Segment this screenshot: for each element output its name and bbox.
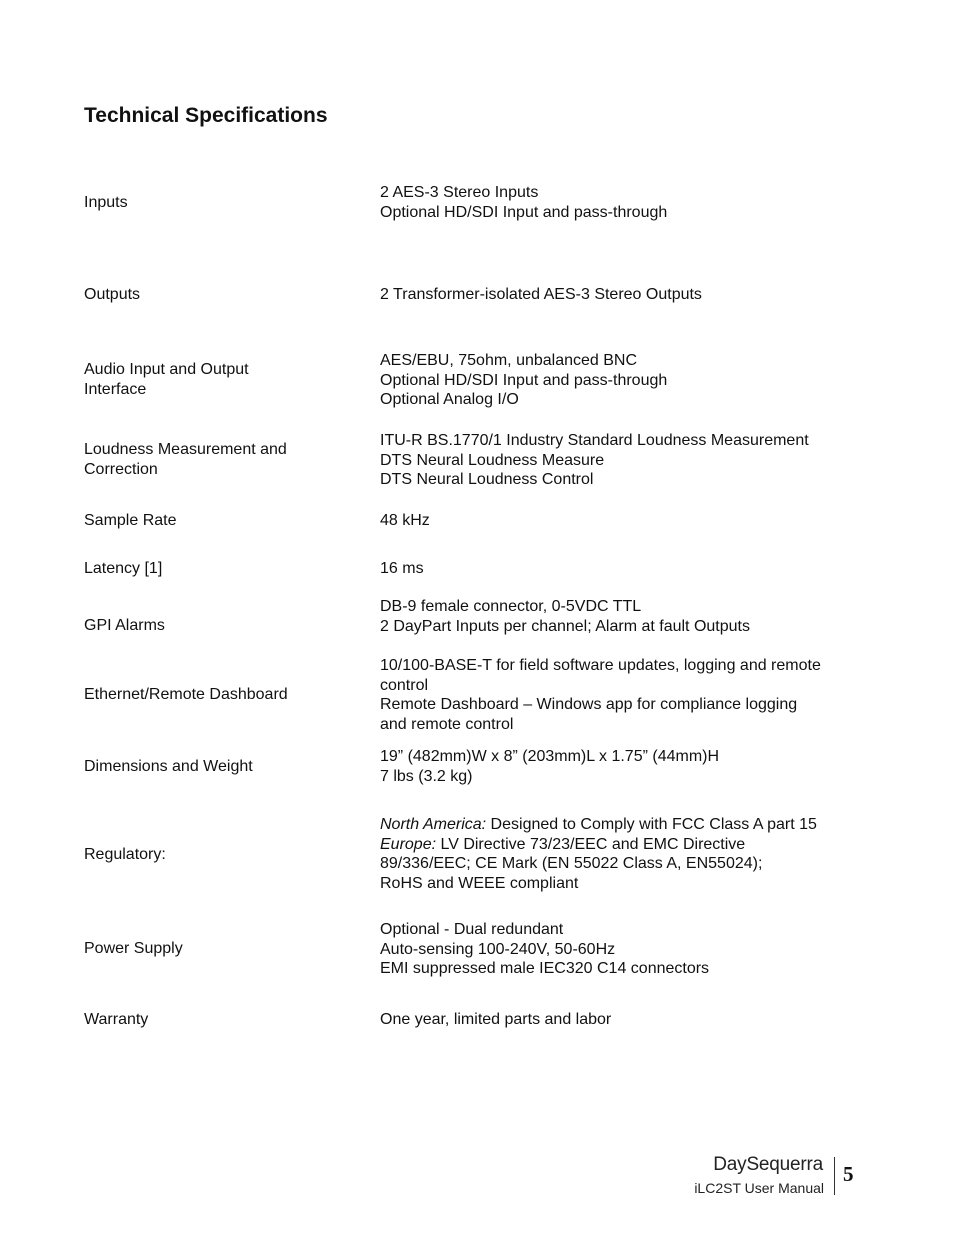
label-line: Loudness Measurement and: [84, 441, 287, 458]
spec-label: [84, 285, 334, 305]
spec-value: [380, 511, 862, 531]
spec-label: [84, 616, 334, 636]
value-line: 19” (482mm)W x 8” (203mm)L x 1.75” (44mm)H: [380, 748, 720, 765]
spec-label: [84, 845, 334, 865]
manual-name: iLC2ST User Manual: [694, 1180, 824, 1196]
value-line: RoHS and WEEE compliant: [380, 874, 579, 892]
label-line: Warranty: [84, 1011, 149, 1028]
value-line: ITU-R BS.1770/1 Industry Standard Loudness Measurement: [380, 432, 809, 449]
value-line: [380, 815, 862, 835]
value-line: Optional - Dual redundant: [380, 921, 564, 938]
spec-label: [84, 511, 334, 531]
value-line: DB-9 female connector, 0-5VDC TTL: [380, 598, 642, 615]
label-line: Interface: [84, 380, 147, 398]
value-line: and remote control: [380, 715, 514, 733]
spec-label: [84, 559, 334, 579]
spec-value: [380, 1010, 862, 1030]
spec-label: [84, 193, 334, 213]
region-north-america: North America:: [380, 816, 487, 833]
spec-value: [380, 285, 862, 305]
value-line: 2 Transformer-isolated AES-3 Stereo Outputs: [380, 286, 702, 303]
value-line: [380, 835, 862, 855]
spec-value: [380, 351, 862, 410]
spec-value: [380, 431, 862, 490]
label-line: Latency [1]: [84, 560, 163, 577]
value-line: AES/EBU, 75ohm, unbalanced BNC: [380, 352, 638, 369]
value-line: 2 DayPart Inputs per channel; Alarm at fault Outputs: [380, 617, 750, 635]
value-line: Optional HD/SDI Input and pass-through: [380, 203, 668, 221]
europe-text: LV Directive 73/23/EEC and EMC Directive: [436, 835, 746, 853]
value-line: EMI suppressed male IEC320 C14 connectors: [380, 960, 710, 977]
spec-value: [380, 183, 862, 222]
page-number: 5: [843, 1162, 854, 1186]
value-line: DTS Neural Loudness Control: [380, 471, 594, 488]
label-line: Sample Rate: [84, 512, 177, 529]
value-line: 10/100-BASE-T for field software updates, logging and remote: [380, 657, 821, 674]
value-line: Optional Analog I/O: [380, 391, 519, 408]
spec-value: [380, 597, 862, 636]
spec-label: [84, 685, 334, 705]
spec-label: [84, 939, 334, 959]
label-line: Correction: [84, 460, 158, 478]
label-line: Ethernet/Remote Dashboard: [84, 686, 288, 703]
value-line: 2 AES-3 Stereo Inputs: [380, 184, 539, 201]
footer-divider: [834, 1157, 835, 1195]
label-line: GPI Alarms: [84, 617, 165, 634]
label-line: Outputs: [84, 286, 141, 303]
spec-value: [380, 747, 862, 786]
value-line: Auto-sensing 100-240V, 50-60Hz: [380, 940, 616, 958]
region-europe: Europe:: [380, 835, 437, 853]
value-line: Remote Dashboard – Windows app for compliance logging: [380, 696, 798, 713]
page-title: Technical Specifications: [84, 104, 328, 127]
label-line: Inputs: [84, 194, 128, 211]
spec-label: [84, 440, 334, 479]
value-line: 89/336/EEC; CE Mark (EN 55022 Class A, EN55024);: [380, 855, 763, 872]
north-america-text: Designed to Comply with FCC Class A part 15: [486, 816, 817, 833]
spec-value: [380, 559, 862, 579]
value-line: 7 lbs (3.2 kg): [380, 767, 473, 785]
value-line: Optional HD/SDI Input and pass-through: [380, 371, 668, 389]
spec-label: [84, 1010, 334, 1030]
brand-logo: DaySequerra: [713, 1154, 823, 1175]
label-line: Regulatory:: [84, 846, 166, 863]
value-line: DTS Neural Loudness Measure: [380, 451, 605, 469]
value-line: One year, limited parts and labor: [380, 1011, 612, 1028]
value-line: control: [380, 676, 429, 694]
value-line: 16 ms: [380, 560, 424, 577]
spec-value: [380, 815, 862, 893]
spec-value: [380, 656, 862, 734]
label-line: Power Supply: [84, 940, 183, 957]
label-line: Dimensions and Weight: [84, 758, 253, 775]
label-line: Audio Input and Output: [84, 361, 249, 378]
spec-value: [380, 920, 862, 979]
spec-label: [84, 360, 334, 399]
spec-label: [84, 757, 334, 777]
value-line: 48 kHz: [380, 512, 430, 529]
